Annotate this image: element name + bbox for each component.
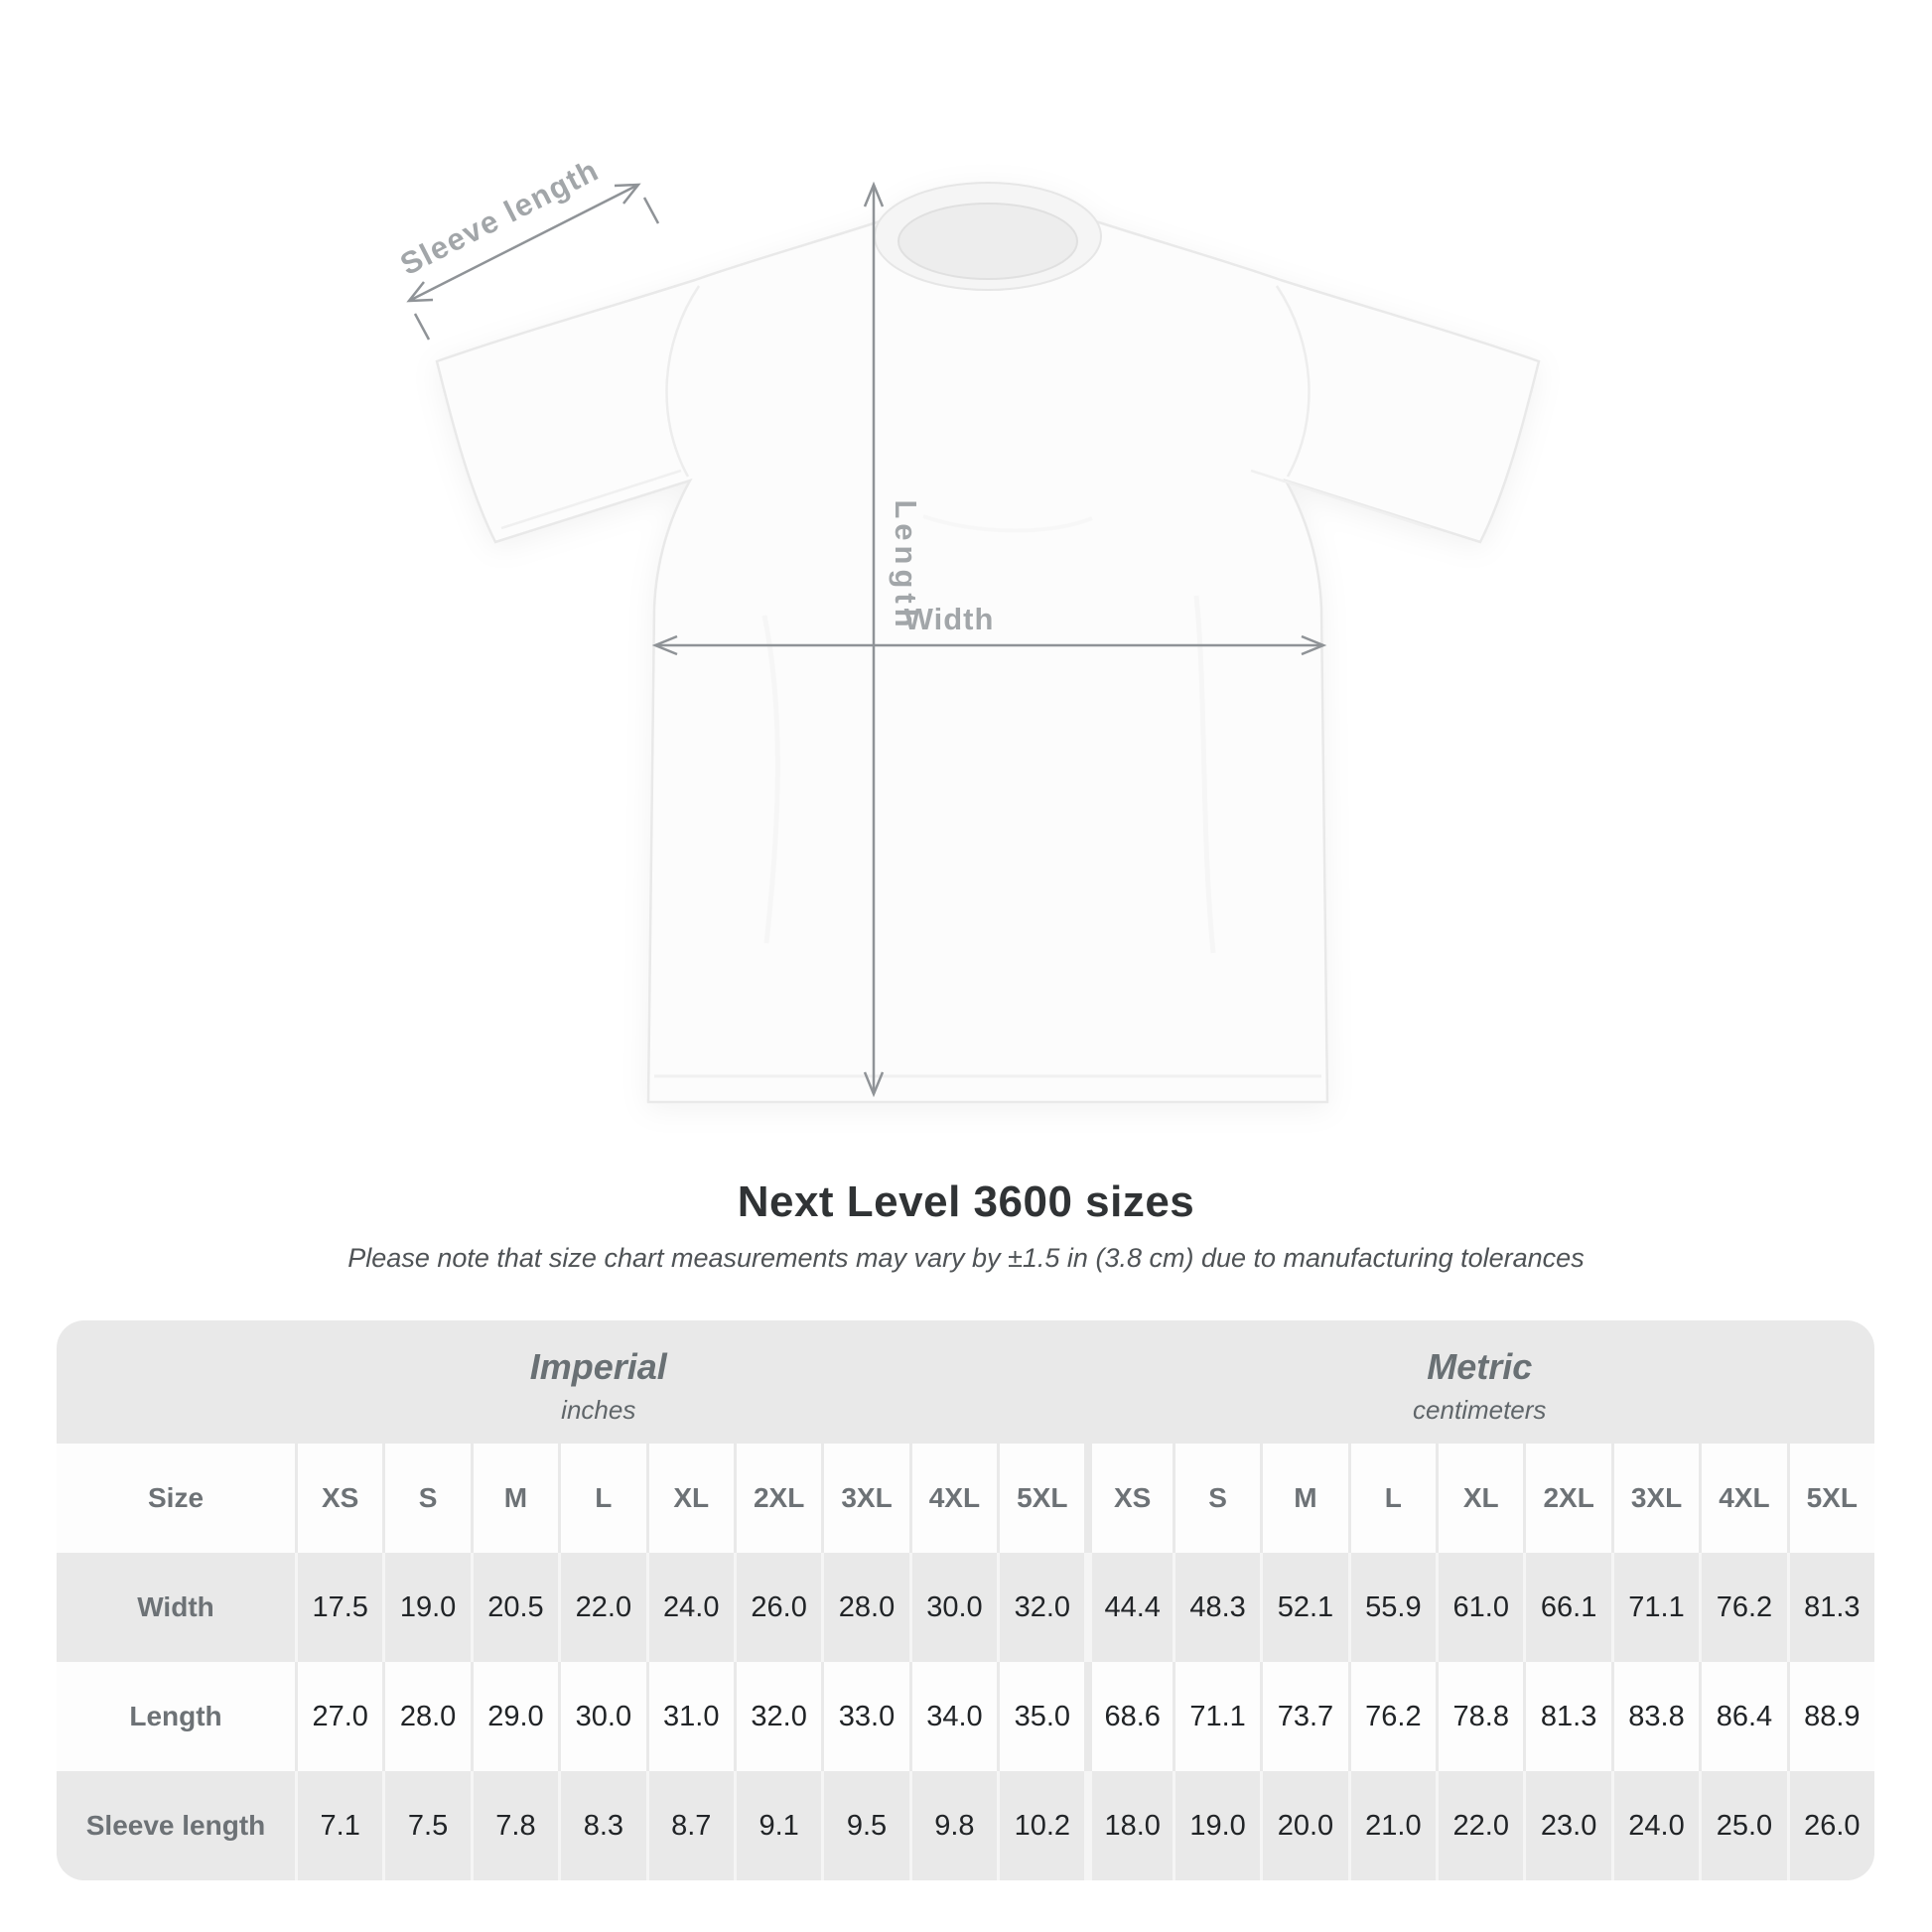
size-header-row: [57, 1444, 1874, 1553]
table-cell: 81.3: [1523, 1662, 1610, 1771]
table-cell: 52.1: [1260, 1553, 1347, 1662]
heading-section: [0, 1177, 1932, 1274]
table-cell: 71.1: [1611, 1553, 1699, 1662]
size-column-header: XL: [646, 1444, 734, 1553]
table-cell: 28.0: [821, 1553, 908, 1662]
size-column-header: 3XL: [1611, 1444, 1699, 1553]
length-label: Length: [889, 499, 923, 632]
table-cell: 7.1: [295, 1771, 382, 1880]
size-column-header: 2XL: [734, 1444, 821, 1553]
table-cell: 33.0: [821, 1662, 908, 1771]
table-cell: 7.8: [471, 1771, 558, 1880]
metric-header: [1085, 1320, 1875, 1444]
table-cell: 30.0: [558, 1662, 645, 1771]
table-cell: 34.0: [909, 1662, 997, 1771]
table-cell: 48.3: [1173, 1553, 1260, 1662]
table-cell: 88.9: [1787, 1662, 1874, 1771]
page-subtitle: Please note that size chart measurements may vary by ±1.5 in (3.8 cm) due to manufacturing tolerances: [347, 1243, 1585, 1273]
table-cell: 19.0: [1173, 1771, 1260, 1880]
size-column-header: 4XL: [1699, 1444, 1786, 1553]
size-corner-cell: Size: [147, 1482, 205, 1513]
table-cell: 73.7: [1260, 1662, 1347, 1771]
size-column-header: XS: [295, 1444, 382, 1553]
table-cell: 20.0: [1260, 1771, 1347, 1880]
table-cell: 66.1: [1523, 1553, 1610, 1662]
tshirt-graphic: [437, 183, 1539, 1102]
row-label: Length: [129, 1701, 222, 1731]
tshirt-body: [437, 202, 1539, 1102]
table-cell: 23.0: [1523, 1771, 1610, 1880]
size-column-header: 4XL: [909, 1444, 997, 1553]
table-cell: 9.1: [734, 1771, 821, 1880]
size-column-header: 5XL: [997, 1444, 1084, 1553]
table-cell: 18.0: [1084, 1771, 1172, 1880]
table-cell: 9.8: [909, 1771, 997, 1880]
table-cell: 17.5: [295, 1553, 382, 1662]
table-cell: 55.9: [1348, 1553, 1436, 1662]
table-cell: 35.0: [997, 1662, 1084, 1771]
table-cell: 26.0: [734, 1553, 821, 1662]
row-label: Width: [137, 1591, 214, 1622]
size-column-header: M: [1260, 1444, 1347, 1553]
size-column-header: S: [382, 1444, 470, 1553]
table-cell: 7.5: [382, 1771, 470, 1880]
size-column-header: L: [1348, 1444, 1436, 1553]
table-cell: 30.0: [909, 1553, 997, 1662]
table-cell: 26.0: [1787, 1771, 1874, 1880]
imperial-title: Imperial: [529, 1346, 667, 1387]
table-cell: 20.5: [471, 1553, 558, 1662]
table-cell: 81.3: [1787, 1553, 1874, 1662]
table-cell: 24.0: [646, 1553, 734, 1662]
table-cell: 83.8: [1611, 1662, 1699, 1771]
table-cell: 28.0: [382, 1662, 470, 1771]
row-label: Sleeve length: [85, 1810, 266, 1841]
table-cell: 44.4: [1084, 1553, 1172, 1662]
table-cell: 19.0: [382, 1553, 470, 1662]
metric-title: Metric: [1427, 1346, 1533, 1387]
table-cell: 22.0: [1436, 1771, 1523, 1880]
size-column-header: 2XL: [1523, 1444, 1610, 1553]
table-cell: 29.0: [471, 1662, 558, 1771]
table-cell: 8.7: [646, 1771, 734, 1880]
table-cell: 25.0: [1699, 1771, 1786, 1880]
table-cell: 32.0: [734, 1662, 821, 1771]
imperial-header: [57, 1320, 1085, 1444]
table-row: [57, 1771, 1874, 1880]
table-cell: 76.2: [1348, 1662, 1436, 1771]
size-column-header: M: [471, 1444, 558, 1553]
table-cell: 21.0: [1348, 1771, 1436, 1880]
table-cell: 78.8: [1436, 1662, 1523, 1771]
size-column-header: S: [1173, 1444, 1260, 1553]
imperial-unit: inches: [561, 1395, 636, 1425]
table-cell: 22.0: [558, 1553, 645, 1662]
table-cell: 24.0: [1611, 1771, 1699, 1880]
sleeve-length-label: Sleeve length: [394, 152, 605, 283]
table-cell: 9.5: [821, 1771, 908, 1880]
unit-header-row: [57, 1320, 1874, 1444]
size-column-header: L: [558, 1444, 645, 1553]
size-column-header: 3XL: [821, 1444, 908, 1553]
table-cell: 10.2: [997, 1771, 1084, 1880]
table-cell: 8.3: [558, 1771, 645, 1880]
size-column-header: XL: [1436, 1444, 1523, 1553]
table-cell: 31.0: [646, 1662, 734, 1771]
table-cell: 71.1: [1173, 1662, 1260, 1771]
size-column-header: XS: [1084, 1444, 1172, 1553]
table-cell: 76.2: [1699, 1553, 1786, 1662]
table-cell: 68.6: [1084, 1662, 1172, 1771]
size-column-header: 5XL: [1787, 1444, 1874, 1553]
page-title: Next Level 3600 sizes: [737, 1177, 1195, 1226]
table-cell: 86.4: [1699, 1662, 1786, 1771]
table-cell: 61.0: [1436, 1553, 1523, 1662]
table-rows: [57, 1444, 1874, 1880]
table-row: [57, 1553, 1874, 1662]
collar-inner: [898, 204, 1077, 279]
width-label: Width: [903, 602, 995, 636]
metric-unit: centimeters: [1413, 1395, 1547, 1425]
table-row: [57, 1662, 1874, 1771]
size-chart-table: [57, 1320, 1874, 1880]
table-cell: 32.0: [997, 1553, 1084, 1662]
table-cell: 27.0: [295, 1662, 382, 1771]
